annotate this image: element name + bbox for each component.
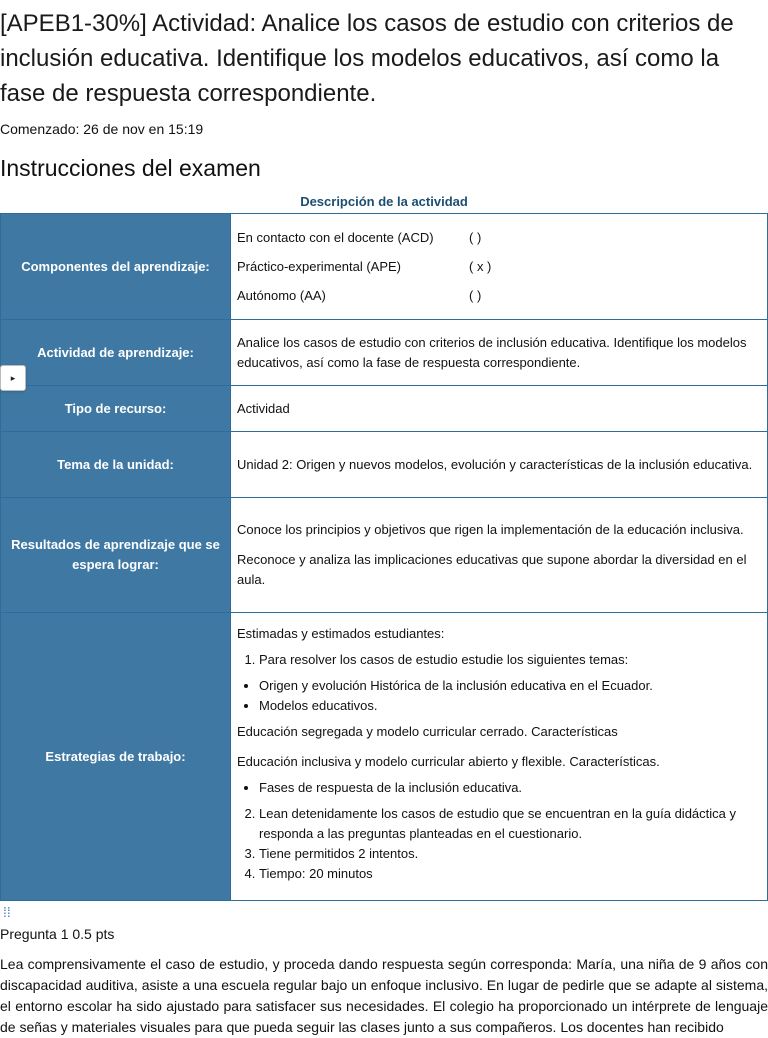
list-item: 3. Tiene permitidos 2 intentos. (259, 844, 761, 864)
instructions-heading: Instrucciones del examen (0, 155, 261, 181)
component-name: En contacto con el docente (ACD) (237, 229, 434, 245)
component-name: Práctico-experimental (APE) (237, 258, 401, 274)
activity-text: Analice los casos de estudio con criterios de inclusión educativa. Identifique los modelos educativos, así como la fase de respuesta correspondiente. (237, 334, 747, 370)
strategies-paragraph: Educación segregada y modelo curricular cerrado. Características (237, 723, 618, 739)
started-timestamp: Comenzado: 26 de nov en 15:19 (0, 121, 204, 137)
list-item: • Fases de respuesta de la inclusión educativa. (259, 778, 761, 798)
learning-results-label: Resultados de aprendizaje que se espera lograr: (1, 498, 231, 613)
strategies-greeting: Estimadas y estimados estudiantes: (237, 625, 445, 641)
learning-result-1: Conoce los principios y objetivos que rigen la implementación de la educación inclusiva. (237, 522, 744, 537)
question-text: Lea comprensivamente el caso de estudio, y proceda dando respuesta según corresponda: María, una niña de 9 años con discapacidad auditiva, asiste a una escuela regular bajo un enfoque inclusivo. En lugar de pedirle que se adapte al sistema, el entorno escolar ha sido ajustado para satisfacer sus necesidades. El colegio ha proporcionado un intérprete de lenguaje de señas y materiales visuales para que pueda seguir las clases junto a sus compañeros. Los docentes han recibido (0, 956, 768, 1035)
unit-topic-text: Unidad 2: Origen y nuevos modelos, evolución y características de la inclusión educativa. (237, 456, 753, 472)
strategies-list (237, 804, 761, 884)
resource-type-text: Actividad (237, 400, 290, 416)
strategies-label: Estrategias de trabajo: (1, 613, 231, 901)
table-row (1, 432, 768, 498)
learning-results-value (231, 498, 768, 613)
component-item (237, 223, 761, 252)
components-label: Componentes del aprendizaje: (1, 214, 231, 320)
unit-topic-value (231, 432, 768, 498)
component-mark: ( x ) (469, 258, 492, 274)
topics-list (237, 778, 761, 798)
component-item (237, 252, 761, 281)
list-item: 4. Tiempo: 20 minutos (259, 864, 761, 884)
table-row (1, 386, 768, 432)
list-item: • Origen y evolución Histórica de la inclusión educativa en el Ecuador. (259, 676, 761, 696)
strategies-list (237, 650, 761, 670)
expand-toggle-button[interactable] (0, 365, 26, 391)
drag-handle-icon[interactable]: ⁞⁞ (3, 904, 11, 920)
activity-description-table (0, 213, 768, 901)
resource-type-value (231, 386, 768, 432)
unit-topic-label: Tema de la unidad: (1, 432, 231, 498)
component-item (237, 281, 761, 310)
page-title: [APEB1-30%] Actividad: Analice los casos de estudio con criterios de inclusión educativa. Identifique los modelos educativos, así como la fase de respuesta correspondiente. (0, 10, 734, 107)
table-row (1, 498, 768, 613)
activity-label: Actividad de aprendizaje: (1, 320, 231, 386)
component-name: Autónomo (AA) (237, 287, 326, 303)
component-mark: ( ) (469, 287, 482, 303)
component-mark: ( ) (469, 229, 482, 245)
learning-result-2: Reconoce y analiza las implicaciones educativas que supone abordar la diversidad en el aula. (237, 552, 747, 587)
table-row (1, 320, 768, 386)
resource-type-label: Tipo de recurso: (1, 386, 231, 432)
components-value (231, 214, 768, 320)
list-item: 2. Lean detenidamente los casos de estudio que se encuentran en la guía didáctica y responda a las preguntas planteadas en el cuestionario. (259, 804, 761, 844)
strategies-value (231, 613, 768, 901)
table-caption: Descripción de la actividad (300, 194, 468, 209)
question-header: Pregunta 1 0.5 pts (0, 926, 115, 942)
table-row (1, 613, 768, 901)
play-icon: ▸ (10, 372, 16, 383)
list-item: • Modelos educativos. (259, 696, 761, 716)
activity-value (231, 320, 768, 386)
strategies-paragraph: Educación inclusiva y modelo curricular abierto y flexible. Características. (237, 753, 660, 769)
table-row (1, 214, 768, 320)
topics-list (237, 676, 761, 716)
list-item: 1. Para resolver los casos de estudio estudie los siguientes temas: (259, 650, 761, 670)
